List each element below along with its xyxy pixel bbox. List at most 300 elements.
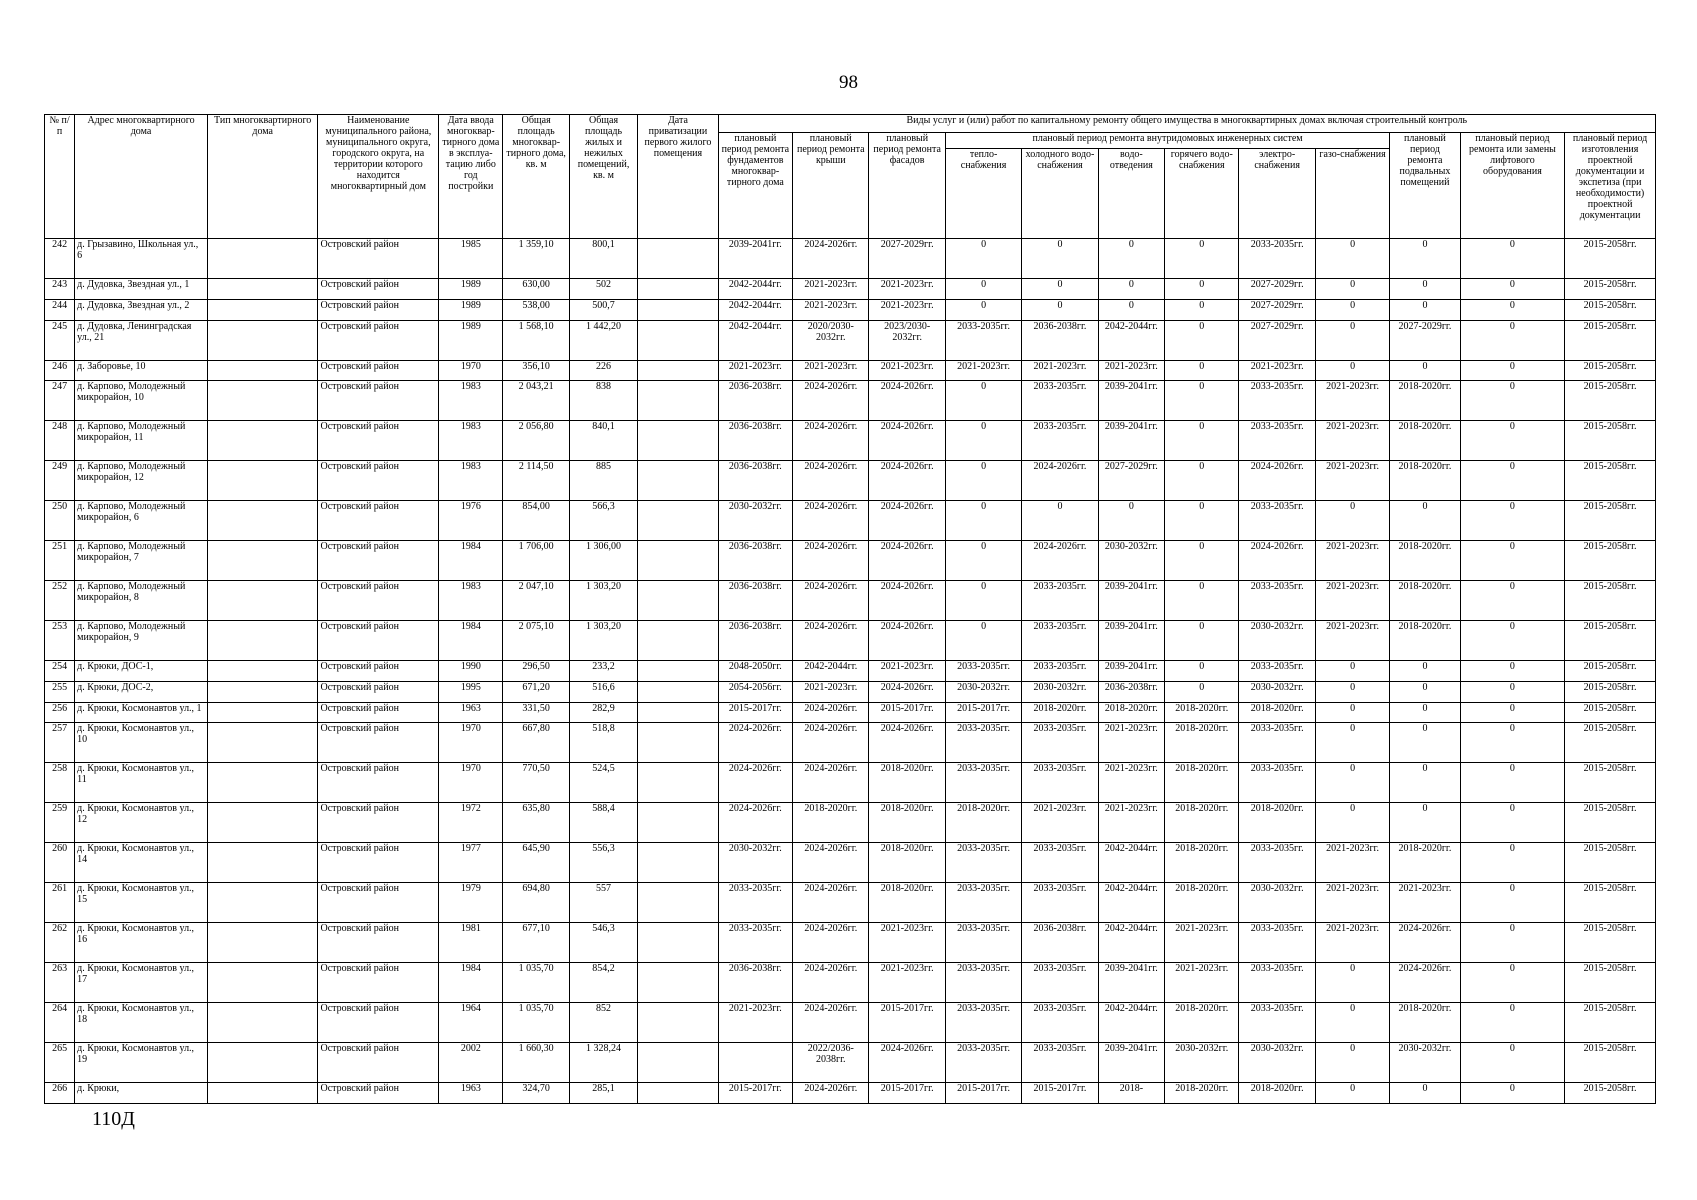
living-area-cell: 546,3 xyxy=(569,923,637,963)
drainage-cell: 2039-2041гг. xyxy=(1098,963,1164,1003)
row-number: 263 xyxy=(45,963,75,1003)
living-area-cell: 282,9 xyxy=(569,702,637,723)
type-cell xyxy=(207,541,318,581)
cold-water-cell: 2033-2035гг. xyxy=(1022,843,1098,883)
facade-cell: 2021-2023гг. xyxy=(869,963,945,1003)
gas-cell: 0 xyxy=(1315,320,1389,360)
heat-cell: 2033-2035гг. xyxy=(945,763,1021,803)
basement-cell: 2027-2029гг. xyxy=(1390,320,1460,360)
drainage-cell: 2039-2041гг. xyxy=(1098,421,1164,461)
address-cell: д. Карпово, Молодежный микрорайон, 12 xyxy=(75,461,208,501)
basement-cell: 0 xyxy=(1390,660,1460,681)
row-number: 259 xyxy=(45,803,75,843)
district-cell: Островский район xyxy=(318,421,439,461)
total-area-cell: 296,50 xyxy=(503,660,569,681)
drainage-cell: 2036-2038гг. xyxy=(1098,681,1164,702)
foundation-cell: 2039-2041гг. xyxy=(718,239,792,279)
basement-cell: 2018-2020гг. xyxy=(1390,541,1460,581)
electric-cell: 2018-2020гг. xyxy=(1239,803,1315,843)
facade-cell: 2023/2030-2032гг. xyxy=(869,320,945,360)
living-area-cell: 1 442,20 xyxy=(569,320,637,360)
basement-cell: 0 xyxy=(1390,501,1460,541)
district-cell: Островский район xyxy=(318,239,439,279)
elevator-cell: 0 xyxy=(1460,381,1565,421)
engineering-group-header: плановый период ремонта внутридомовых инженерных систем xyxy=(945,133,1389,149)
privatization-cell xyxy=(638,299,718,320)
row-number: 250 xyxy=(45,501,75,541)
electric-cell: 2030-2032гг. xyxy=(1239,620,1315,660)
col-privatization-header: Дата приватизации первого жилого помещения xyxy=(638,115,718,239)
facade-cell: 2018-2020гг. xyxy=(869,883,945,923)
heat-cell: 2015-2017гг. xyxy=(945,1082,1021,1103)
heat-cell: 0 xyxy=(945,461,1021,501)
electric-cell: 2018-2020гг. xyxy=(1239,702,1315,723)
district-cell: Островский район xyxy=(318,1002,439,1042)
type-cell xyxy=(207,963,318,1003)
electric-cell: 2027-2029гг. xyxy=(1239,320,1315,360)
gas-cell: 0 xyxy=(1315,723,1389,763)
table-row xyxy=(45,763,1656,803)
privatization-cell xyxy=(638,381,718,421)
living-area-cell: 226 xyxy=(569,360,637,381)
address-cell: д. Карпово, Молодежный микрорайон, 11 xyxy=(75,421,208,461)
total-area-cell: 2 047,10 xyxy=(503,581,569,621)
col-district-header: Наименование муниципального района, муниципального округа, городского округа, на территории которого находится многоквартирный дом xyxy=(318,115,439,239)
address-cell: д. Крюки, ДОС-1, xyxy=(75,660,208,681)
cold-water-cell: 2030-2032гг. xyxy=(1022,681,1098,702)
row-number: 251 xyxy=(45,541,75,581)
cold-water-cell: 0 xyxy=(1022,299,1098,320)
type-cell xyxy=(207,763,318,803)
hot-water-cell: 0 xyxy=(1165,320,1239,360)
gas-cell: 2021-2023гг. xyxy=(1315,461,1389,501)
table-row xyxy=(45,723,1656,763)
row-number: 264 xyxy=(45,1002,75,1042)
col-design-header: плановый период изготовления проектной документации и экспетиза (при необходимости) проектной документации xyxy=(1565,133,1656,239)
heat-cell: 0 xyxy=(945,501,1021,541)
table-row xyxy=(45,681,1656,702)
design-cell: 2015-2058гг. xyxy=(1565,581,1656,621)
heat-cell: 2033-2035гг. xyxy=(945,963,1021,1003)
heat-cell: 0 xyxy=(945,541,1021,581)
roof-cell: 2024-2026гг. xyxy=(793,541,869,581)
total-area-cell: 854,00 xyxy=(503,501,569,541)
row-number: 257 xyxy=(45,723,75,763)
district-cell: Островский район xyxy=(318,381,439,421)
foundation-cell: 2024-2026гг. xyxy=(718,803,792,843)
roof-cell: 2024-2026гг. xyxy=(793,421,869,461)
living-area-cell: 854,2 xyxy=(569,963,637,1003)
elevator-cell: 0 xyxy=(1460,1082,1565,1103)
roof-cell: 2042-2044гг. xyxy=(793,660,869,681)
living-area-cell: 800,1 xyxy=(569,239,637,279)
address-cell: д. Карпово, Молодежный микрорайон, 9 xyxy=(75,620,208,660)
hot-water-cell: 0 xyxy=(1165,239,1239,279)
foundation-cell: 2024-2026гг. xyxy=(718,763,792,803)
roof-cell: 2024-2026гг. xyxy=(793,239,869,279)
design-cell: 2015-2058гг. xyxy=(1565,620,1656,660)
row-number: 260 xyxy=(45,843,75,883)
elevator-cell: 0 xyxy=(1460,723,1565,763)
type-cell xyxy=(207,1042,318,1082)
table-row xyxy=(45,1042,1656,1082)
privatization-cell xyxy=(638,803,718,843)
col-electric-header: электро-снабжения xyxy=(1239,149,1315,239)
facade-cell: 2015-2017гг. xyxy=(869,1082,945,1103)
basement-cell: 0 xyxy=(1390,299,1460,320)
cold-water-cell: 2036-2038гг. xyxy=(1022,923,1098,963)
address-cell: д. Карпово, Молодежный микрорайон, 10 xyxy=(75,381,208,421)
district-cell: Островский район xyxy=(318,1042,439,1082)
electric-cell: 2033-2035гг. xyxy=(1239,501,1315,541)
type-cell xyxy=(207,681,318,702)
gas-cell: 0 xyxy=(1315,1002,1389,1042)
address-cell: д. Крюки, Космонавтов ул., 16 xyxy=(75,923,208,963)
roof-cell: 2024-2026гг. xyxy=(793,883,869,923)
col-foundation-header: плановый период ремонта фундаментов многоквар-тирного дома xyxy=(718,133,792,239)
roof-cell: 2024-2026гг. xyxy=(793,461,869,501)
heat-cell: 2033-2035гг. xyxy=(945,320,1021,360)
roof-cell: 2024-2026гг. xyxy=(793,620,869,660)
col-gas-header: газо-снабжения xyxy=(1315,149,1389,239)
design-cell: 2015-2058гг. xyxy=(1565,360,1656,381)
elevator-cell: 0 xyxy=(1460,923,1565,963)
gas-cell: 2021-2023гг. xyxy=(1315,620,1389,660)
elevator-cell: 0 xyxy=(1460,883,1565,923)
address-cell: д. Крюки, Космонавтов ул., 12 xyxy=(75,803,208,843)
address-cell: д. Крюки, Космонавтов ул., 19 xyxy=(75,1042,208,1082)
electric-cell: 2033-2035гг. xyxy=(1239,723,1315,763)
elevator-cell: 0 xyxy=(1460,660,1565,681)
gas-cell: 0 xyxy=(1315,660,1389,681)
privatization-cell xyxy=(638,421,718,461)
living-area-cell: 518,8 xyxy=(569,723,637,763)
design-cell: 2015-2058гг. xyxy=(1565,963,1656,1003)
elevator-cell: 0 xyxy=(1460,1002,1565,1042)
total-area-cell: 1 568,10 xyxy=(503,320,569,360)
cold-water-cell: 0 xyxy=(1022,278,1098,299)
drainage-cell: 2021-2023гг. xyxy=(1098,360,1164,381)
table-row xyxy=(45,299,1656,320)
drainage-cell: 0 xyxy=(1098,278,1164,299)
type-cell xyxy=(207,421,318,461)
total-area-cell: 356,10 xyxy=(503,360,569,381)
drainage-cell: 2039-2041гг. xyxy=(1098,581,1164,621)
basement-cell: 2018-2020гг. xyxy=(1390,581,1460,621)
gas-cell: 2021-2023гг. xyxy=(1315,843,1389,883)
living-area-cell: 1 328,24 xyxy=(569,1042,637,1082)
table-row xyxy=(45,541,1656,581)
design-cell: 2015-2058гг. xyxy=(1565,320,1656,360)
drainage-cell: 2021-2023гг. xyxy=(1098,803,1164,843)
facade-cell: 2021-2023гг. xyxy=(869,278,945,299)
privatization-cell xyxy=(638,660,718,681)
hot-water-cell: 0 xyxy=(1165,620,1239,660)
type-cell xyxy=(207,299,318,320)
foundation-cell: 2036-2038гг. xyxy=(718,581,792,621)
facade-cell: 2024-2026гг. xyxy=(869,681,945,702)
heat-cell: 2033-2035гг. xyxy=(945,1042,1021,1082)
address-cell: д. Карпово, Молодежный микрорайон, 7 xyxy=(75,541,208,581)
elevator-cell: 0 xyxy=(1460,360,1565,381)
hot-water-cell: 0 xyxy=(1165,461,1239,501)
elevator-cell: 0 xyxy=(1460,320,1565,360)
living-area-cell: 285,1 xyxy=(569,1082,637,1103)
year-cell: 2002 xyxy=(439,1042,503,1082)
col-total-area-header: Общая площадь многоквар-тирного дома, кв. м xyxy=(503,115,569,239)
total-area-cell: 694,80 xyxy=(503,883,569,923)
table-row xyxy=(45,381,1656,421)
electric-cell: 2030-2032гг. xyxy=(1239,681,1315,702)
year-cell: 1963 xyxy=(439,1082,503,1103)
foundation-cell: 2054-2056гг. xyxy=(718,681,792,702)
drainage-cell: 2042-2044гг. xyxy=(1098,320,1164,360)
table-body xyxy=(45,239,1656,1104)
col-year-header: Дата ввода многоквар-тирного дома в эксплуа-тацию либо год постройки xyxy=(439,115,503,239)
basement-cell: 0 xyxy=(1390,803,1460,843)
drainage-cell: 0 xyxy=(1098,299,1164,320)
privatization-cell xyxy=(638,883,718,923)
foundation-cell: 2033-2035гг. xyxy=(718,883,792,923)
roof-cell: 2022/2036-2038гг. xyxy=(793,1042,869,1082)
drainage-cell: 2030-2032гг. xyxy=(1098,541,1164,581)
row-number: 265 xyxy=(45,1042,75,1082)
district-cell: Островский район xyxy=(318,320,439,360)
cold-water-cell: 2033-2035гг. xyxy=(1022,381,1098,421)
district-cell: Островский район xyxy=(318,763,439,803)
electric-cell: 2033-2035гг. xyxy=(1239,581,1315,621)
hot-water-cell: 0 xyxy=(1165,541,1239,581)
col-elevator-header: плановый период ремонта или замены лифтового оборудования xyxy=(1460,133,1565,239)
basement-cell: 0 xyxy=(1390,360,1460,381)
foundation-cell: 2015-2017гг. xyxy=(718,702,792,723)
year-cell: 1984 xyxy=(439,963,503,1003)
gas-cell: 0 xyxy=(1315,1082,1389,1103)
privatization-cell xyxy=(638,541,718,581)
cold-water-cell: 2033-2035гг. xyxy=(1022,620,1098,660)
hot-water-cell: 0 xyxy=(1165,581,1239,621)
roof-cell: 2024-2026гг. xyxy=(793,501,869,541)
cold-water-cell: 2033-2035гг. xyxy=(1022,723,1098,763)
basement-cell: 2018-2020гг. xyxy=(1390,421,1460,461)
privatization-cell xyxy=(638,1082,718,1103)
address-cell: д. Крюки, Космонавтов ул., 15 xyxy=(75,883,208,923)
drainage-cell: 2039-2041гг. xyxy=(1098,660,1164,681)
heat-cell: 0 xyxy=(945,299,1021,320)
elevator-cell: 0 xyxy=(1460,963,1565,1003)
total-area-cell: 1 660,30 xyxy=(503,1042,569,1082)
facade-cell: 2015-2017гг. xyxy=(869,702,945,723)
cold-water-cell: 0 xyxy=(1022,239,1098,279)
hot-water-cell: 2030-2032гг. xyxy=(1165,1042,1239,1082)
year-cell: 1976 xyxy=(439,501,503,541)
table-row xyxy=(45,581,1656,621)
hot-water-cell: 2018-2020гг. xyxy=(1165,1002,1239,1042)
electric-cell: 2024-2026гг. xyxy=(1239,461,1315,501)
col-cold-water-header: холодного водо-снабжения xyxy=(1022,149,1098,239)
electric-cell: 2033-2035гг. xyxy=(1239,1002,1315,1042)
design-cell: 2015-2058гг. xyxy=(1565,883,1656,923)
electric-cell: 2033-2035гг. xyxy=(1239,660,1315,681)
col-type-header: Тип многоквартирного дома xyxy=(207,115,318,239)
year-cell: 1983 xyxy=(439,381,503,421)
gas-cell: 2021-2023гг. xyxy=(1315,421,1389,461)
hot-water-cell: 0 xyxy=(1165,381,1239,421)
privatization-cell xyxy=(638,763,718,803)
foundation-cell xyxy=(718,1042,792,1082)
district-cell: Островский район xyxy=(318,883,439,923)
electric-cell: 2030-2032гг. xyxy=(1239,1042,1315,1082)
heat-cell: 0 xyxy=(945,381,1021,421)
basement-cell: 2021-2023гг. xyxy=(1390,883,1460,923)
privatization-cell xyxy=(638,843,718,883)
table-row xyxy=(45,501,1656,541)
cold-water-cell: 2015-2017гг. xyxy=(1022,1082,1098,1103)
facade-cell: 2021-2023гг. xyxy=(869,923,945,963)
electric-cell: 2033-2035гг. xyxy=(1239,763,1315,803)
type-cell xyxy=(207,320,318,360)
cold-water-cell: 2021-2023гг. xyxy=(1022,803,1098,843)
elevator-cell: 0 xyxy=(1460,541,1565,581)
electric-cell: 2018-2020гг. xyxy=(1239,1082,1315,1103)
year-cell: 1972 xyxy=(439,803,503,843)
design-cell: 2015-2058гг. xyxy=(1565,299,1656,320)
col-roof-header: плановый период ремонта крыши xyxy=(793,133,869,239)
cold-water-cell: 2033-2035гг. xyxy=(1022,660,1098,681)
table-row xyxy=(45,1082,1656,1103)
cold-water-cell: 2033-2035гг. xyxy=(1022,883,1098,923)
heat-cell: 2033-2035гг. xyxy=(945,660,1021,681)
design-cell: 2015-2058гг. xyxy=(1565,278,1656,299)
total-area-cell: 667,80 xyxy=(503,723,569,763)
table-row xyxy=(45,421,1656,461)
privatization-cell xyxy=(638,1042,718,1082)
facade-cell: 2024-2026гг. xyxy=(869,461,945,501)
district-cell: Островский район xyxy=(318,803,439,843)
table-row xyxy=(45,963,1656,1003)
year-cell: 1983 xyxy=(439,461,503,501)
roof-cell: 2021-2023гг. xyxy=(793,681,869,702)
living-area-cell: 838 xyxy=(569,381,637,421)
foundation-cell: 2042-2044гг. xyxy=(718,320,792,360)
roof-cell: 2021-2023гг. xyxy=(793,299,869,320)
electric-cell: 2033-2035гг. xyxy=(1239,239,1315,279)
col-heat-header: тепло-снабжения xyxy=(945,149,1021,239)
privatization-cell xyxy=(638,581,718,621)
year-cell: 1970 xyxy=(439,360,503,381)
roof-cell: 2024-2026гг. xyxy=(793,381,869,421)
foundation-cell: 2021-2023гг. xyxy=(718,1002,792,1042)
drainage-cell: 2018- xyxy=(1098,1082,1164,1103)
total-area-cell: 1 035,70 xyxy=(503,1002,569,1042)
cold-water-cell: 2033-2035гг. xyxy=(1022,763,1098,803)
type-cell xyxy=(207,803,318,843)
district-cell: Островский район xyxy=(318,620,439,660)
col-address-header: Адрес многоквартирного дома xyxy=(75,115,208,239)
gas-cell: 0 xyxy=(1315,360,1389,381)
district-cell: Островский район xyxy=(318,963,439,1003)
address-cell: д. Крюки, Космонавтов ул., 14 xyxy=(75,843,208,883)
row-number: 242 xyxy=(45,239,75,279)
col-basement-header: плановый период ремонта подвальных помещений xyxy=(1390,133,1460,239)
type-cell xyxy=(207,1002,318,1042)
type-cell xyxy=(207,620,318,660)
heat-cell: 2033-2035гг. xyxy=(945,923,1021,963)
foundation-cell: 2036-2038гг. xyxy=(718,381,792,421)
elevator-cell: 0 xyxy=(1460,421,1565,461)
privatization-cell xyxy=(638,461,718,501)
elevator-cell: 0 xyxy=(1460,803,1565,843)
elevator-cell: 0 xyxy=(1460,581,1565,621)
district-cell: Островский район xyxy=(318,660,439,681)
address-cell: д. Грызавино, Школьная ул., 6 xyxy=(75,239,208,279)
basement-cell: 2018-2020гг. xyxy=(1390,843,1460,883)
facade-cell: 2021-2023гг. xyxy=(869,360,945,381)
year-cell: 1989 xyxy=(439,278,503,299)
year-cell: 1963 xyxy=(439,702,503,723)
table-row xyxy=(45,923,1656,963)
elevator-cell: 0 xyxy=(1460,620,1565,660)
table-row xyxy=(45,620,1656,660)
total-area-cell: 2 043,21 xyxy=(503,381,569,421)
row-number: 252 xyxy=(45,581,75,621)
living-area-cell: 502 xyxy=(569,278,637,299)
gas-cell: 0 xyxy=(1315,501,1389,541)
type-cell xyxy=(207,660,318,681)
facade-cell: 2024-2026гг. xyxy=(869,1042,945,1082)
drainage-cell: 2027-2029гг. xyxy=(1098,461,1164,501)
drainage-cell: 2042-2044гг. xyxy=(1098,883,1164,923)
type-cell xyxy=(207,923,318,963)
design-cell: 2015-2058гг. xyxy=(1565,1082,1656,1103)
gas-cell: 0 xyxy=(1315,702,1389,723)
electric-cell: 2024-2026гг. xyxy=(1239,541,1315,581)
design-cell: 2015-2058гг. xyxy=(1565,803,1656,843)
year-cell: 1989 xyxy=(439,299,503,320)
heat-cell: 0 xyxy=(945,239,1021,279)
col-drainage-header: водо-отведения xyxy=(1098,149,1164,239)
foundation-cell: 2033-2035гг. xyxy=(718,923,792,963)
hot-water-cell: 0 xyxy=(1165,421,1239,461)
facade-cell: 2021-2023гг. xyxy=(869,660,945,681)
foundation-cell: 2048-2050гг. xyxy=(718,660,792,681)
privatization-cell xyxy=(638,1002,718,1042)
row-number: 255 xyxy=(45,681,75,702)
roof-cell: 2024-2026гг. xyxy=(793,723,869,763)
living-area-cell: 885 xyxy=(569,461,637,501)
gas-cell: 0 xyxy=(1315,1042,1389,1082)
design-cell: 2015-2058гг. xyxy=(1565,1002,1656,1042)
elevator-cell: 0 xyxy=(1460,763,1565,803)
type-cell xyxy=(207,360,318,381)
living-area-cell: 516,6 xyxy=(569,681,637,702)
district-cell: Островский район xyxy=(318,702,439,723)
facade-cell: 2027-2029гг. xyxy=(869,239,945,279)
hot-water-cell: 2021-2023гг. xyxy=(1165,963,1239,1003)
address-cell: д. Дудовка, Звездная ул., 2 xyxy=(75,299,208,320)
table-row xyxy=(45,461,1656,501)
year-cell: 1977 xyxy=(439,843,503,883)
privatization-cell xyxy=(638,681,718,702)
district-cell: Островский район xyxy=(318,723,439,763)
heat-cell: 2018-2020гг. xyxy=(945,803,1021,843)
total-area-cell: 1 035,70 xyxy=(503,963,569,1003)
type-cell xyxy=(207,581,318,621)
design-cell: 2015-2058гг. xyxy=(1565,541,1656,581)
basement-cell: 2024-2026гг. xyxy=(1390,923,1460,963)
gas-cell: 2021-2023гг. xyxy=(1315,883,1389,923)
roof-cell: 2024-2026гг. xyxy=(793,581,869,621)
